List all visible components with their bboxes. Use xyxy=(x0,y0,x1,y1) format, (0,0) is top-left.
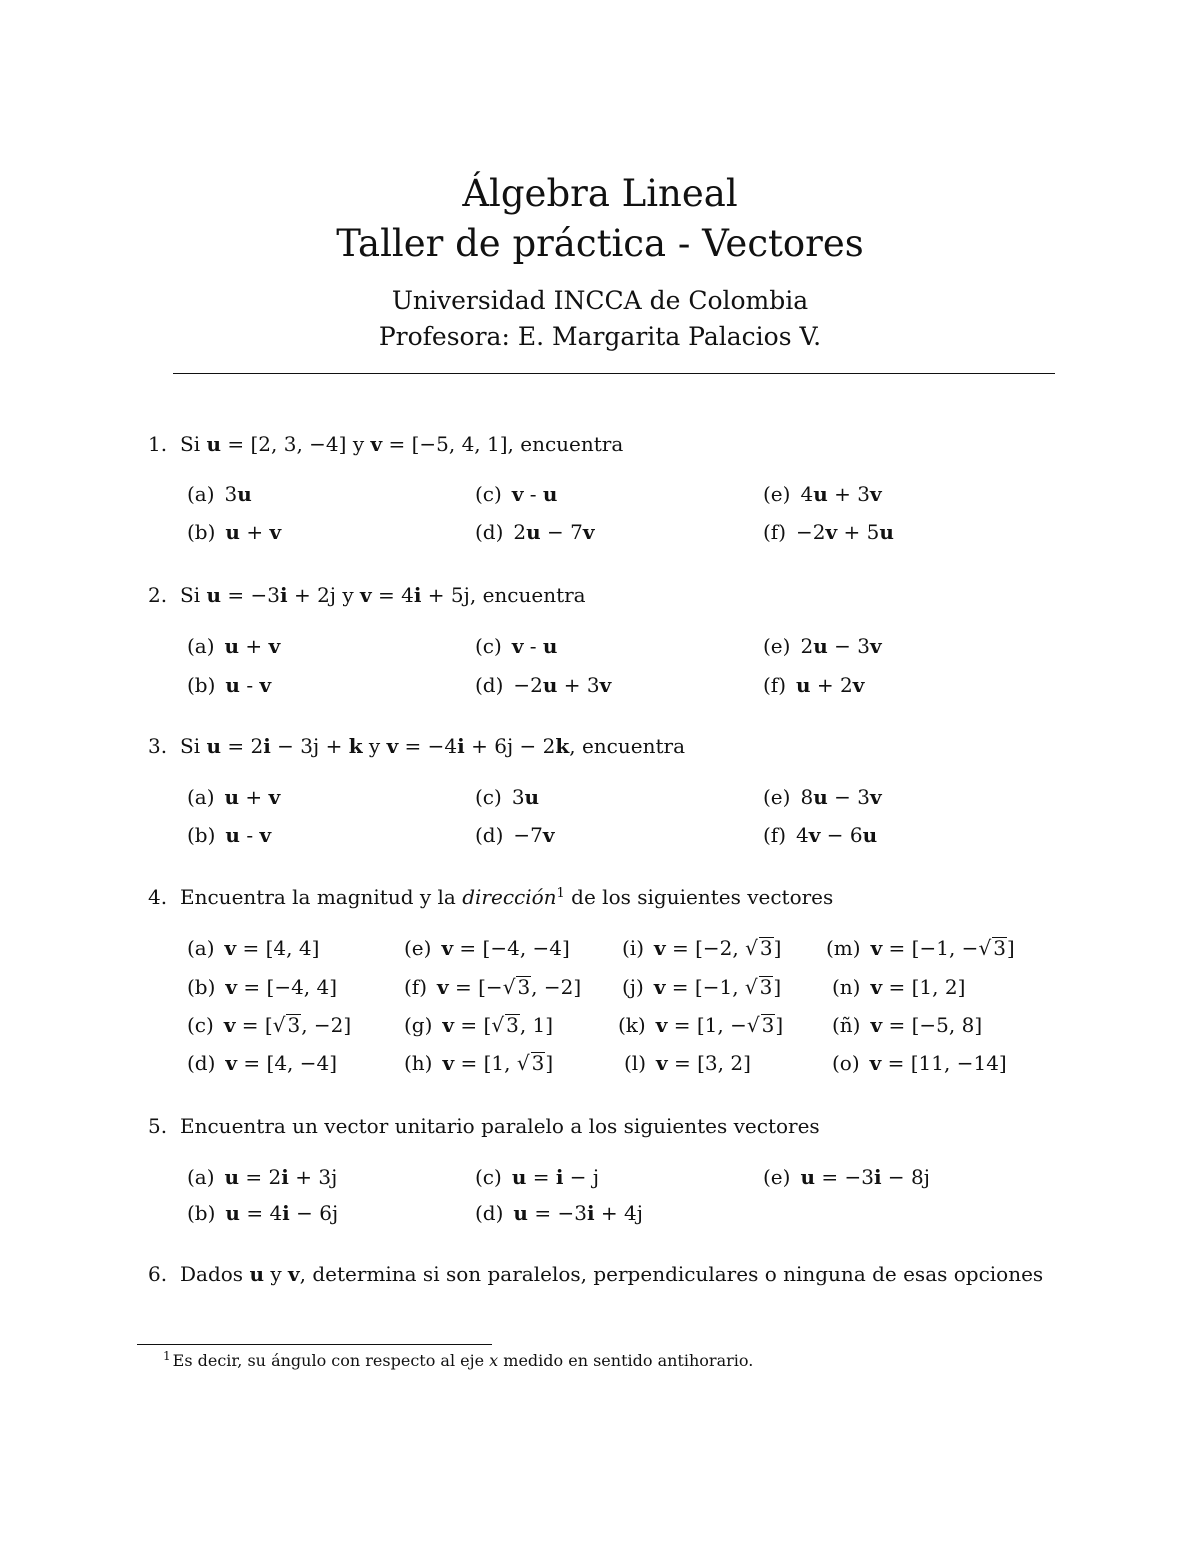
footnote-text: medido en sentido antihorario. xyxy=(498,1351,754,1370)
vector: v xyxy=(511,634,524,658)
footnote-divider xyxy=(137,1344,492,1345)
vector: u xyxy=(526,520,541,544)
item-label: (f) xyxy=(763,520,787,544)
vector-u: u xyxy=(206,432,222,456)
vector: v xyxy=(653,975,666,999)
item-label: (d) xyxy=(187,1051,216,1075)
item-3c xyxy=(475,783,539,811)
item-label: (a) xyxy=(187,936,215,960)
q-text: = [−5, 4, 1], encuentra xyxy=(382,432,624,456)
item-4a xyxy=(187,934,319,962)
item-label: (b) xyxy=(187,1201,216,1225)
item-label: (f) xyxy=(404,975,428,999)
vector-u: u xyxy=(206,583,222,607)
item-text: ] xyxy=(545,1051,554,1075)
q-text: + 2j y xyxy=(287,583,361,607)
item-label: (b) xyxy=(187,520,216,544)
item-label: (e) xyxy=(763,785,791,809)
institution: Universidad INCCA de Colombia xyxy=(391,286,809,315)
item-label: (c) xyxy=(475,482,502,506)
item-label: (c) xyxy=(475,1165,502,1189)
q-text: Si xyxy=(180,734,207,758)
question-5 xyxy=(148,1112,820,1140)
item-text: + 3 xyxy=(557,673,600,697)
item-label: (j) xyxy=(622,975,644,999)
q-text: Si xyxy=(180,583,207,607)
item-4h xyxy=(404,1049,553,1077)
sqrt-symbol: √ xyxy=(491,1013,505,1037)
item-text: = xyxy=(526,1165,556,1189)
item-text: = [−1, xyxy=(665,975,745,999)
item-5b xyxy=(187,1199,338,1227)
vector: v xyxy=(441,936,454,960)
vector-v: v xyxy=(386,734,399,758)
item-label: (a) xyxy=(187,785,215,809)
q-text: + 6j − 2 xyxy=(464,734,556,758)
item-text: = [−5, 8] xyxy=(882,1013,983,1037)
radicand: 3 xyxy=(759,936,773,960)
item-text: − 7 xyxy=(540,520,583,544)
item-4l xyxy=(624,1049,751,1077)
question-number: 1. xyxy=(148,432,168,456)
vector: v xyxy=(869,482,882,506)
item-2c xyxy=(475,632,557,660)
item-label: (c) xyxy=(475,785,502,809)
question-number: 4. xyxy=(148,885,168,909)
item-text: = [1, xyxy=(454,1051,517,1075)
item-text: − 6j xyxy=(289,1201,339,1225)
item-text: = [−2, xyxy=(665,936,746,960)
item-5d xyxy=(475,1199,643,1227)
vector: u xyxy=(800,1165,815,1189)
item-label: (e) xyxy=(763,1165,791,1189)
item-text: ] xyxy=(775,1013,784,1037)
item-1b xyxy=(187,518,281,546)
item-label: (n) xyxy=(832,975,861,999)
sqrt-symbol: √ xyxy=(516,1051,530,1075)
item-label: (a) xyxy=(187,482,215,506)
vector: u xyxy=(862,823,878,847)
item-label: (b) xyxy=(187,975,216,999)
vector: v xyxy=(223,1013,236,1037)
unit-k: k xyxy=(555,734,570,758)
item-label: (b) xyxy=(187,823,216,847)
footnote-mark: 1 xyxy=(163,1349,171,1363)
item-label: (k) xyxy=(618,1013,646,1037)
item-3d xyxy=(475,821,555,849)
item-4n xyxy=(832,973,965,1001)
item-text: ] xyxy=(1006,936,1015,960)
item-label: (a) xyxy=(187,1165,215,1189)
footnote-variable: x xyxy=(489,1351,499,1370)
vector-v: v xyxy=(360,583,372,607)
item-text: = [4, −4] xyxy=(237,1051,338,1075)
item-text: −7 xyxy=(513,823,543,847)
vector: v xyxy=(869,785,882,809)
item-2f xyxy=(763,671,864,699)
footnote xyxy=(163,1349,753,1374)
item-label: (ñ) xyxy=(832,1013,861,1037)
item-text: 8 xyxy=(800,785,814,809)
question-6 xyxy=(148,1260,1043,1288)
question-4 xyxy=(148,883,833,915)
vector: u xyxy=(225,1201,240,1225)
radicand: 3 xyxy=(517,975,531,999)
question-2 xyxy=(148,581,586,609)
item-label: (c) xyxy=(187,1013,214,1037)
item-text: = [− xyxy=(448,975,503,999)
q-text: + 5j, encuentra xyxy=(421,583,586,607)
item-3b xyxy=(187,821,271,849)
item-label: (g) xyxy=(404,1013,433,1037)
item-2d xyxy=(475,671,611,699)
item-text: + 5 xyxy=(837,520,880,544)
item-label: (c) xyxy=(475,634,502,658)
item-3f xyxy=(763,821,877,849)
question-number: 6. xyxy=(148,1262,168,1286)
vector: v xyxy=(511,482,524,506)
item-text: = 4 xyxy=(239,1201,283,1225)
item-text: − 8j xyxy=(881,1165,930,1189)
vector: u xyxy=(813,634,828,658)
item-text: , 1] xyxy=(519,1013,554,1037)
sqrt-symbol: √ xyxy=(744,975,758,999)
item-text: - xyxy=(523,482,543,506)
item-text: + 4j xyxy=(594,1201,643,1225)
item-label: (d) xyxy=(475,1201,504,1225)
item-text: −2 xyxy=(513,673,543,697)
vector: v xyxy=(599,673,612,697)
item-text: = [1, − xyxy=(667,1013,747,1037)
vector: v xyxy=(259,823,272,847)
item-label: (a) xyxy=(187,634,215,658)
item-4nn xyxy=(832,1011,982,1039)
item-2b xyxy=(187,671,271,699)
item-text: 2 xyxy=(513,520,527,544)
item-text: = [1, 2] xyxy=(882,975,966,999)
vector: u xyxy=(513,1201,528,1225)
vector: u xyxy=(511,1165,527,1189)
item-label: (o) xyxy=(832,1051,860,1075)
vector-u: u xyxy=(249,1262,264,1286)
vector: v xyxy=(225,975,238,999)
item-label: (d) xyxy=(475,520,504,544)
vector-v: v xyxy=(288,1262,300,1286)
item-label: (e) xyxy=(763,482,791,506)
emphasis: dirección xyxy=(462,885,557,909)
footnote-ref[interactable]: 1 xyxy=(556,886,565,901)
item-text: , −2] xyxy=(531,975,582,999)
item-1e xyxy=(763,480,882,508)
unit-i: i xyxy=(413,583,422,607)
item-text: = [11, −14] xyxy=(881,1051,1007,1075)
page-title: Álgebra Lineal xyxy=(462,172,738,215)
sqrt-symbol: √ xyxy=(746,1013,760,1037)
q-text: Si xyxy=(180,432,207,456)
item-text: + xyxy=(239,785,269,809)
question-number: 5. xyxy=(148,1114,168,1138)
radicand: 3 xyxy=(761,1013,775,1037)
unit-i: i xyxy=(873,1165,882,1189)
vector: u xyxy=(225,520,240,544)
q-text: de los siguientes vectores xyxy=(564,885,834,909)
item-text: 2 xyxy=(800,634,814,658)
vector: u xyxy=(879,520,894,544)
vector: v xyxy=(437,975,449,999)
item-text: + 3j xyxy=(288,1165,338,1189)
item-text: + xyxy=(239,634,269,658)
item-label: (b) xyxy=(187,673,216,697)
q-text: Dados xyxy=(180,1262,250,1286)
vector: v xyxy=(870,936,883,960)
vector-v: v xyxy=(370,432,383,456)
item-text: + xyxy=(239,520,270,544)
vector: u xyxy=(524,785,540,809)
item-label: (f) xyxy=(763,673,787,697)
question-1 xyxy=(148,430,623,458)
vector: u xyxy=(224,785,240,809)
item-2e xyxy=(763,632,882,660)
item-4b xyxy=(187,973,337,1001)
item-text: = −3 xyxy=(527,1201,587,1225)
q-text: , encuentra xyxy=(569,734,686,758)
item-text: − j xyxy=(563,1165,600,1189)
unit-i: i xyxy=(279,583,288,607)
item-4o xyxy=(832,1049,1007,1077)
item-text: = [ xyxy=(454,1013,492,1037)
item-3e xyxy=(763,783,882,811)
vector: u xyxy=(542,673,558,697)
item-text: - xyxy=(239,673,260,697)
item-text: = −3 xyxy=(815,1165,874,1189)
page-subtitle: Taller de práctica - Vectores xyxy=(336,222,864,265)
vector-u: u xyxy=(206,734,222,758)
unit-i: i xyxy=(263,734,271,758)
vector: u xyxy=(225,673,240,697)
item-text: , −2] xyxy=(301,1013,352,1037)
item-label: (d) xyxy=(475,673,504,697)
unit-i: i xyxy=(281,1165,289,1189)
vector: v xyxy=(259,673,272,697)
vector: u xyxy=(237,482,252,506)
vector: v xyxy=(869,1051,882,1075)
item-label: (h) xyxy=(404,1051,433,1075)
q-text: Encuentra la magnitud y la xyxy=(180,885,463,909)
item-label: (d) xyxy=(475,823,504,847)
sqrt-symbol: √ xyxy=(502,975,516,999)
item-text: - xyxy=(523,634,543,658)
item-2a xyxy=(187,632,280,660)
vector: v xyxy=(268,785,281,809)
item-text: ] xyxy=(773,936,782,960)
vector: v xyxy=(269,520,282,544)
item-1a xyxy=(187,480,252,508)
item-text: = [−4, 4] xyxy=(237,975,338,999)
vector: v xyxy=(224,936,237,960)
item-text: − 3 xyxy=(827,634,870,658)
item-text: − 6 xyxy=(820,823,863,847)
vector: v xyxy=(808,823,821,847)
item-text: 4 xyxy=(796,823,809,847)
q-text: = 2 xyxy=(221,734,264,758)
item-text: = 2 xyxy=(239,1165,282,1189)
vector: v xyxy=(656,1051,668,1075)
radicand: 3 xyxy=(287,1013,301,1037)
item-label: (e) xyxy=(763,634,791,658)
item-4e xyxy=(404,934,570,962)
item-5c xyxy=(475,1163,599,1191)
question-number: 2. xyxy=(148,583,168,607)
item-4g xyxy=(404,1011,553,1039)
item-text: −2 xyxy=(796,520,826,544)
item-4c xyxy=(187,1011,351,1039)
vector: u xyxy=(224,634,240,658)
item-text: = [ xyxy=(235,1013,273,1037)
q-text: = −4 xyxy=(398,734,458,758)
q-text: y xyxy=(263,1262,288,1286)
unit-i: i xyxy=(282,1201,290,1225)
item-text: + 2 xyxy=(810,673,853,697)
item-label: (i) xyxy=(622,936,645,960)
vector: v xyxy=(852,673,865,697)
vector: u xyxy=(542,634,558,658)
vector: v xyxy=(268,634,281,658)
item-text: = [−1, − xyxy=(882,936,979,960)
sqrt-symbol: √ xyxy=(272,1013,286,1037)
q-text: , determina si son paralelos, perpendiculares o ninguna de esas opciones xyxy=(299,1262,1044,1286)
q-text: y xyxy=(362,734,387,758)
item-1f xyxy=(763,518,894,546)
footnote-text: Es decir, su ángulo con respecto al eje xyxy=(172,1351,490,1370)
vector: v xyxy=(542,823,555,847)
radicand: 3 xyxy=(531,1051,545,1075)
unit-i: i xyxy=(555,1165,564,1189)
q-text: − 3j + xyxy=(270,734,349,758)
vector: v xyxy=(582,520,595,544)
unit-i: i xyxy=(457,734,465,758)
q-text: Encuentra un vector unitario paralelo a los siguientes vectores xyxy=(180,1114,820,1138)
professor: Profesora: E. Margarita Palacios V. xyxy=(378,322,822,351)
vector: v xyxy=(825,520,838,544)
item-4i xyxy=(622,934,781,962)
vector: v xyxy=(870,975,883,999)
item-label: (e) xyxy=(404,936,432,960)
question-number: 3. xyxy=(148,734,168,758)
q-text: = 4 xyxy=(371,583,414,607)
item-text: - xyxy=(239,823,260,847)
question-3 xyxy=(148,732,685,760)
vector: u xyxy=(542,482,558,506)
vector: u xyxy=(813,785,828,809)
unit-i: i xyxy=(586,1201,595,1225)
radicand: 3 xyxy=(506,1013,519,1037)
sqrt-symbol: √ xyxy=(745,936,758,960)
sqrt-symbol: √ xyxy=(978,936,992,960)
vector: v xyxy=(225,1051,238,1075)
vector: u xyxy=(224,1165,240,1189)
item-text: 3 xyxy=(224,482,238,506)
vector: u xyxy=(796,673,811,697)
item-4d xyxy=(187,1049,337,1077)
item-4j xyxy=(622,973,781,1001)
item-3a xyxy=(187,783,280,811)
vector: u xyxy=(225,823,240,847)
vector: v xyxy=(442,1051,455,1075)
item-label: (m) xyxy=(826,936,861,960)
item-text: 4 xyxy=(800,482,814,506)
vector: v xyxy=(870,1013,883,1037)
item-label: (l) xyxy=(624,1051,647,1075)
item-5e xyxy=(763,1163,930,1191)
vector: v xyxy=(869,634,882,658)
q-text: = −3 xyxy=(221,583,280,607)
vector: v xyxy=(442,1013,455,1037)
item-text: − 3 xyxy=(827,785,870,809)
radicand: 3 xyxy=(759,975,773,999)
item-5a xyxy=(187,1163,337,1191)
item-4f xyxy=(404,973,581,1001)
vector: v xyxy=(654,936,666,960)
vector: v xyxy=(655,1013,668,1037)
item-text: = [−4, −4] xyxy=(453,936,570,960)
q-text: = [2, 3, −4] y xyxy=(221,432,371,456)
item-text: = [4, 4] xyxy=(236,936,320,960)
item-4k xyxy=(618,1011,783,1039)
unit-k: k xyxy=(348,734,363,758)
item-text: + 3 xyxy=(827,482,870,506)
item-label: (f) xyxy=(763,823,787,847)
item-text: = [3, 2] xyxy=(667,1051,751,1075)
item-1d xyxy=(475,518,595,546)
item-4m xyxy=(826,934,1015,962)
item-1c xyxy=(475,480,557,508)
radicand: 3 xyxy=(993,936,1006,960)
vector: u xyxy=(813,482,828,506)
item-text: 3 xyxy=(511,785,525,809)
item-text: ] xyxy=(773,975,782,999)
header-divider xyxy=(173,373,1055,374)
